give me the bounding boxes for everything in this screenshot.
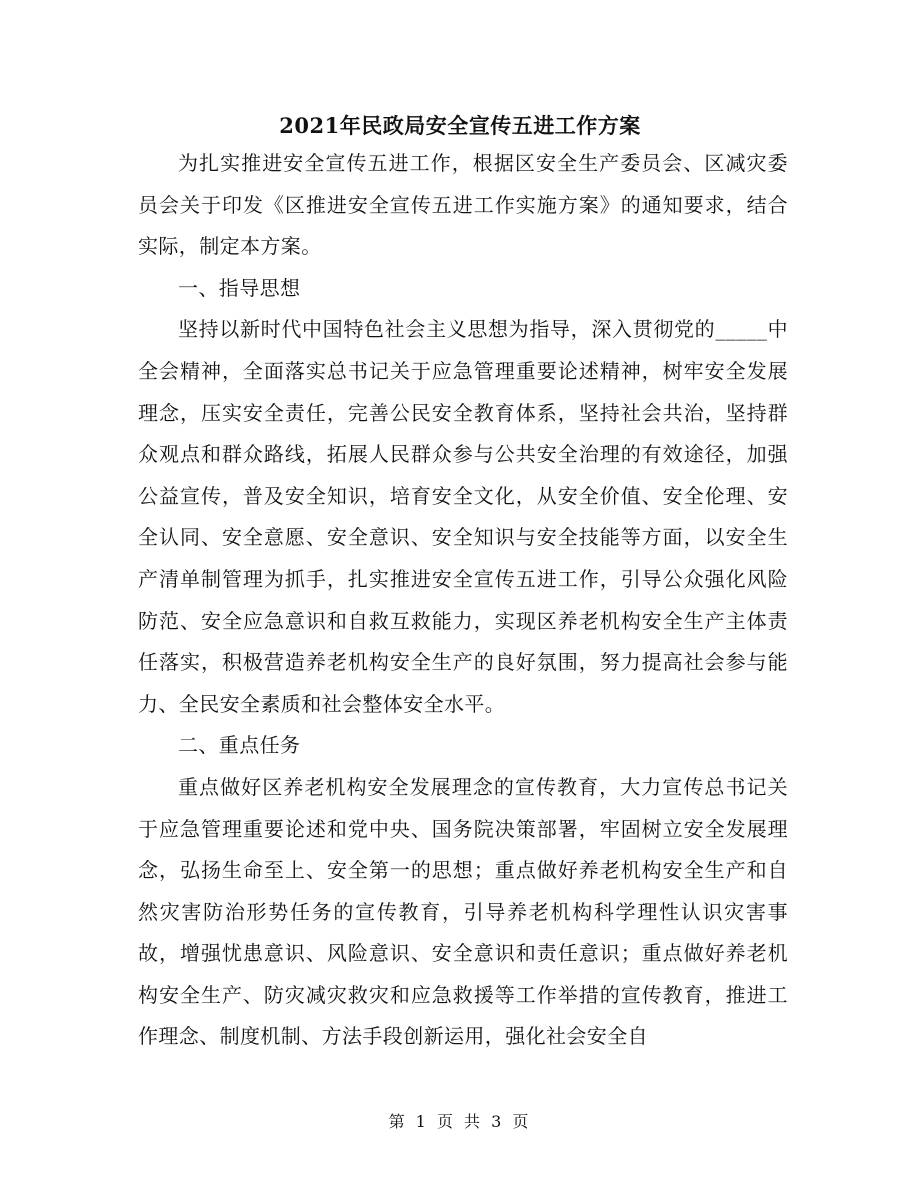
document-body [138,143,788,1058]
section-heading-key-tasks: 二、重点任务 [178,733,301,758]
key-tasks-paragraph: 重点做好区养老机构安全发展理念的宣传教育，大力宣传总书记关于应急管理重要论述和党中央、国务院决策部署，牢固树立安全发展理念，弘扬生命至上、安全第一的思想；重点做好养老机构安全生产和自然灾害防治形势任务的宣传教育，引导养老机构科学理性认识灾害事故，增强忧患意识、风险意识、安全意识和责任意识；重点做好养老机构安全生产、防灾减灾救灾和应急救援等工作举措的宣传教育，推进工作理念、制度机制、方法手段创新运用，强化社会安全自 [138,774,788,1049]
section-heading-guiding-ideology: 一、指导思想 [178,275,301,300]
intro-paragraph: 为扎实推进安全宣传五进工作，根据区安全生产委员会、区减灾委员会关于印发《区推进安全宣传五进工作实施方案》的通知要求，结合实际，制定本方案。 [138,151,788,259]
document-title: 2021年民政局安全宣传五进工作方案 [279,113,641,138]
page-number-footer: 第 1 页 共 3 页 [388,1112,532,1131]
guiding-ideology-paragraph: 坚持以新时代中国特色社会主义思想为指导，深入贯彻党的_____中全会精神，全面落实总书记关于应急管理重要论述精神，树牢安全发展理念，压实安全责任，完善公民安全教育体系，坚持社会共治，坚持群众观点和群众路线，拓展人民群众参与公共安全治理的有效途径，加强公益宣传，普及安全知识，培育安全文化，从安全价值、安全伦理、安全认同、安全意愿、安全意识、安全知识与安全技能等方面，以安全生产清单制管理为抓手，扎实推进安全宣传五进工作，引导公众强化风险防范、安全应急意识和自救互救能力，实现区养老机构安全生产主体责任落实，积极营造养老机构安全生产的良好氛围，努力提高社会参与能力、全民安全素质和社会整体安全水平。 [138,317,788,716]
